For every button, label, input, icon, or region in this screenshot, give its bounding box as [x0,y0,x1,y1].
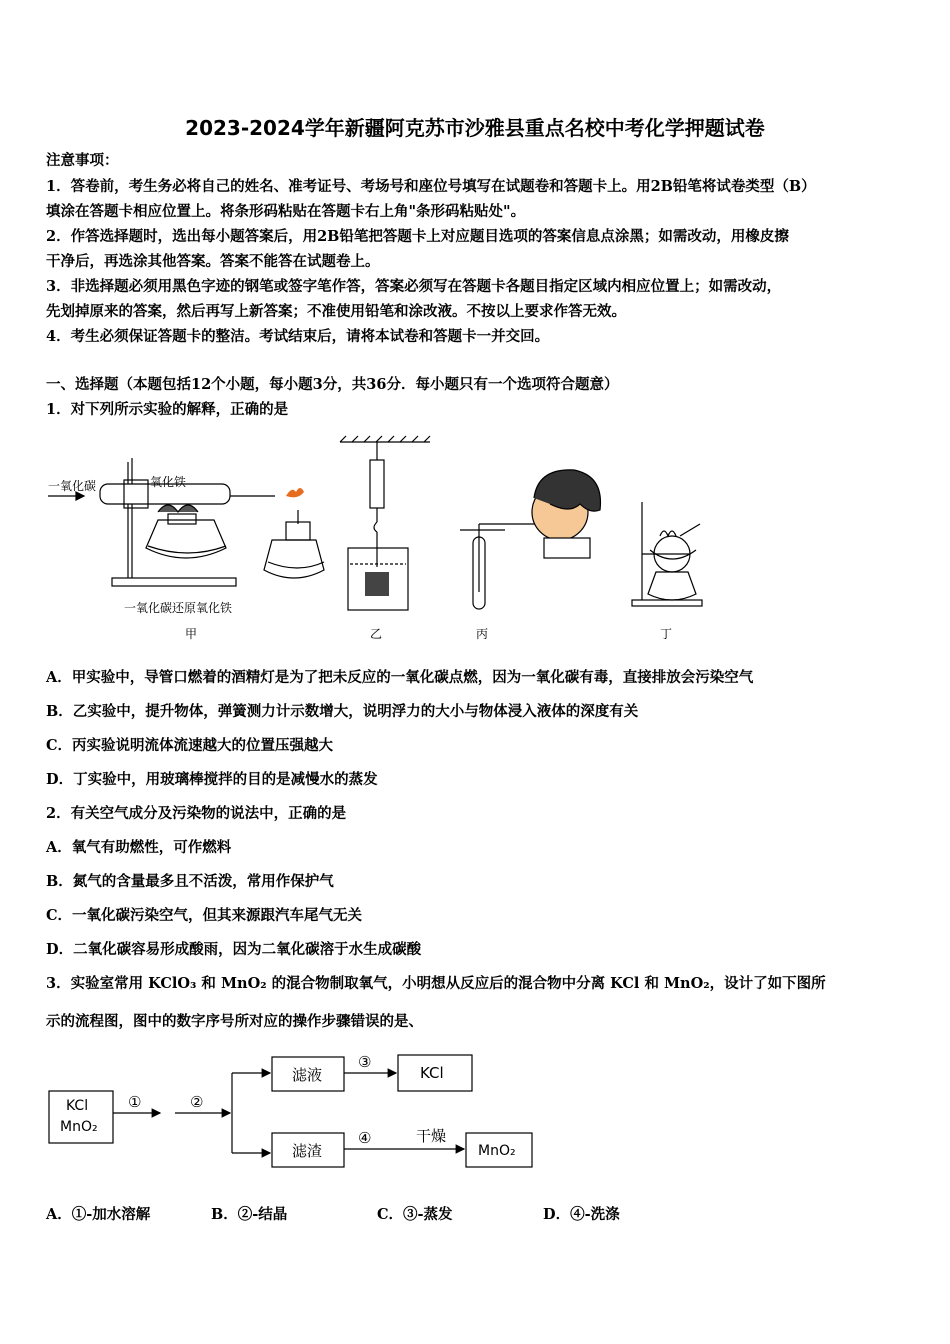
q1-option-c: C．丙实验说明流体流速越大的位置压强越大 [46,737,334,754]
q3-option-d: D．④-洗涤 [543,1206,620,1223]
q2-option-c: C．一氧化碳污染空气，但其来源跟汽车尾气无关 [46,907,363,924]
q3-flowchart [40,1045,560,1175]
question-stem-cont: 示的流程图，图中的数字序号所对应的操作步骤错误的是、 [46,1013,423,1030]
notice-line: 1．答卷前，考生务必将自己的姓名、准考证号、考场号和座位号填写在试题卷和答题卡上。用2B铅笔将试卷类型（B） [46,178,816,195]
flow-start-line2: MnO₂ [60,1119,98,1135]
label-bing: 丙 [476,627,489,641]
question-stem: 3．实验室常用 KClO₃ 和 MnO₂ 的混合物制取氧气，小明想从反应后的混合物中分离 KCl 和 MnO₂，设计了如下图所 [46,975,826,992]
flow-step2: ② [190,1093,204,1111]
notice-heading: 注意事项： [46,152,119,169]
experiment-ding [632,502,702,606]
q2-option-b: B．氮气的含量最多且不活泼，常用作保护气 [46,873,334,890]
flow-step3: ③ [358,1053,372,1071]
label-co: 一氧化碳 [48,479,97,493]
q3-option-b: B．②-结晶 [211,1206,288,1223]
flow-dry: 干燥 [416,1127,447,1145]
flow-product-mno2: MnO₂ [478,1143,516,1159]
notice-line: 先划掉原来的答案，然后再写上新答案；不准使用铅笔和涂改液。不按以上要求作答无效。 [46,303,626,320]
label-jia: 甲 [185,627,198,641]
notice-line: 3．非选择题必须用黑色字迹的钢笔或签字笔作答，答案必须写在答题卡各题目指定区域内相应位置上；如需改动， [46,278,782,295]
flow-step4: ④ [358,1129,372,1147]
q2-option-d: D．二氧化碳容易形成酸雨，因为二氧化碳溶于水生成碳酸 [46,941,422,958]
q3-option-c: C．③-蒸发 [377,1206,453,1223]
flow-residue: 滤渣 [292,1142,323,1160]
question-stem: 2．有关空气成分及污染物的说法中，正确的是 [46,805,347,822]
flow-step1: ① [128,1093,142,1111]
notice-line: 2．作答选择题时，选出每小题答案后，用2B铅笔把答题卡上对应题目选项的答案信息点涂黑；如需改动，用橡皮擦 [46,228,789,245]
label-yi: 乙 [370,627,383,641]
q2-option-a: A．氧气有助燃性，可作燃料 [46,839,232,856]
experiment-bing [460,470,600,609]
flow-start-line1: KCl [66,1098,89,1114]
flow-product-kcl: KCl [420,1064,444,1082]
label-fe2o3: 氧化铁 [150,475,187,489]
notice-line: 4．考生必须保证答题卡的整洁。考试结束后，请将本试卷和答题卡一并交回。 [46,328,550,345]
q3-option-a: A．①-加水溶解 [46,1206,151,1223]
question-stem: 1．对下列所示实验的解释，正确的是 [46,401,289,418]
notice-line: 干净后，再选涂其他答案。答案不能答在试题卷上。 [46,253,380,270]
q1-option-a: A．甲实验中，导管口燃着的酒精灯是为了把未反应的一氧化碳点燃，因为一氧化碳有毒，直接排放会污染空气 [46,669,754,686]
section-heading: 一、选择题（本题包括12个小题，每小题3分，共36分．每小题只有一个选项符合题意） [46,376,619,393]
notice-line: 填涂在答题卡相应位置上。将条形码粘贴在答题卡右上角"条形码粘贴处"。 [46,203,526,220]
q1-option-d: D．丁实验中，用玻璃棒搅拌的目的是减慢水的蒸发 [46,771,378,788]
q1-experiment-figure [40,432,740,647]
label-ding: 丁 [660,627,673,641]
page-title: 2023-2024学年新疆阿克苏市沙雅县重点名校中考化学押题试卷 [185,116,765,140]
q1-option-b: B．乙实验中，提升物体，弹簧测力计示数增大，说明浮力的大小与物体浸入液体的深度有关 [46,703,639,720]
flow-filtrate: 滤液 [292,1066,323,1084]
caption-jia-desc: 一氧化碳还原氧化铁 [124,601,233,615]
